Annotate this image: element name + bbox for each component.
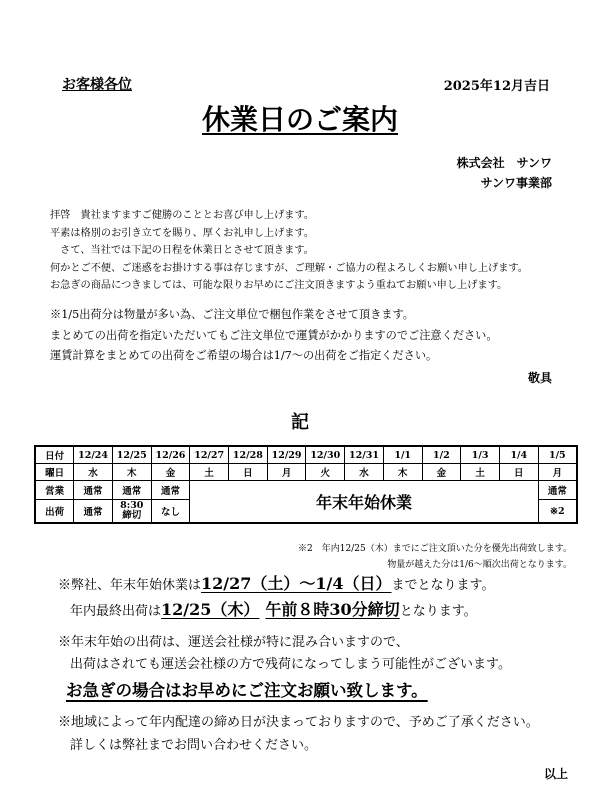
salutation: お客様各位	[62, 77, 132, 93]
day-cell: 金	[422, 464, 461, 481]
company-block	[457, 153, 552, 193]
dates-row	[35, 446, 577, 464]
day-cell: 木	[112, 464, 151, 481]
shipping-cell: なし	[151, 500, 190, 524]
holiday-period: 12/27（土）～1/4（日）	[201, 574, 392, 593]
note-line: 運賃計算をまとめての出荷をご希望の場合は1/7～の出荷をご指定ください。	[50, 349, 438, 362]
date-cell: 12/24	[74, 446, 113, 464]
ki-heading: 記	[291, 412, 309, 433]
carrier-note-line: 出荷はされても運送会社様の方で残荷になってしまう可能性がございます。	[70, 657, 511, 672]
row-label-date: 日付	[35, 446, 74, 464]
day-cell: 木	[383, 464, 422, 481]
body-line: お急ぎの商品につきましては、可能な限りお早めにご注文頂きますよう重ねてお願い申し上げます。	[50, 280, 508, 291]
row-label-shipping: 出荷	[35, 500, 74, 524]
company-department: サンワ事業部	[480, 176, 552, 190]
note-line: ※1/5出荷分は物量が多い為、ご注文単位で梱包作業をさせて頂きます。	[50, 308, 414, 321]
row-label-business: 営業	[35, 481, 74, 500]
date-cell: 1/5	[538, 446, 577, 464]
shipping-notes	[50, 305, 498, 367]
shipping-cell: ※2	[538, 500, 577, 524]
text: ※弊社、年末年始休業は	[58, 578, 202, 593]
last-shipping-date: 12/25（木）	[161, 600, 260, 619]
day-cell: 火	[306, 464, 345, 481]
day-cell: 土	[190, 464, 229, 481]
body-line: 拝啓 貴社ますますご健勝のこととお喜び申し上げます。	[50, 210, 315, 221]
schedule-table	[34, 445, 578, 524]
shipping-cell: 通常	[74, 500, 113, 524]
region-note-line: 詳しくは弊社までお問い合わせください。	[70, 738, 318, 753]
text: 年内最終出荷は	[70, 604, 162, 619]
note-line: まとめての出荷を指定いただいてもご注文単位で運賃がかかりますのでご注意ください。	[50, 328, 498, 342]
business-row	[35, 481, 577, 500]
text: となります。	[399, 604, 477, 619]
date-cell: 12/26	[151, 446, 190, 464]
end-word: 以上	[543, 767, 568, 781]
date-cell: 12/27	[190, 446, 229, 464]
date-cell: 12/29	[267, 446, 306, 464]
day-cell: 月	[267, 464, 306, 481]
holiday-period-line	[58, 571, 494, 594]
date-cell: 12/28	[229, 446, 268, 464]
body-line: 何かとご不便、ご迷惑をお掛けする事は存じますが、ご理解・ご協力の程よろしくお願い申し上げます。	[50, 262, 528, 274]
day-cell: 金	[151, 464, 190, 481]
business-cell: 通常	[151, 481, 190, 500]
body-line: 平素は格別のお引き立てを賜り、厚くお礼申し上げます。	[50, 227, 315, 239]
day-cell: 水	[345, 464, 384, 481]
date-cell: 1/3	[461, 446, 500, 464]
shipping-deadline: 午前８時30分締切	[265, 600, 400, 619]
title-text: 休業日のご案内	[201, 103, 398, 136]
last-shipping-line	[70, 597, 477, 620]
shipping-cell: 8:30 締切	[112, 500, 151, 524]
page-title	[0, 98, 600, 138]
date-cell: 1/4	[499, 446, 538, 464]
footnote: ※2 年内12/25（木）までにご注文頂いた分を優先出荷致します。	[298, 544, 572, 554]
day-cell: 日	[229, 464, 268, 481]
day-cell: 日	[499, 464, 538, 481]
issue-date: 2025年12月吉日	[443, 79, 550, 94]
date-cell: 12/31	[345, 446, 384, 464]
text: までとなります。	[391, 578, 495, 593]
day-cell: 月	[538, 464, 577, 481]
day-cell: 土	[461, 464, 500, 481]
business-cell: 通常	[74, 481, 113, 500]
row-label-day: 曜日	[35, 464, 74, 481]
closing-word: 敬具	[527, 371, 552, 385]
footnote: 物量が越えた分は1/6～順次出荷となります。	[387, 560, 572, 570]
business-cell: 通常	[112, 481, 151, 500]
urgent-notice: お急ぎの場合はお早めにご注文お願い致します。	[66, 681, 428, 700]
holiday-span: 年末年始休業	[190, 481, 538, 524]
company-name: 株式会社 サンワ	[456, 156, 552, 170]
date-cell: 12/25	[112, 446, 151, 464]
date-cell: 1/2	[422, 446, 461, 464]
business-cell: 通常	[538, 481, 577, 500]
region-note-line: ※地域によって年内配達の締め日が決まっておりますので、予めご了承ください。	[58, 715, 539, 730]
days-row	[35, 464, 577, 481]
day-cell: 水	[74, 464, 113, 481]
carrier-note-line: ※年末年始の出荷は、運送会社様が特に混み合いますので、	[58, 635, 409, 650]
date-cell: 12/30	[306, 446, 345, 464]
body-line: さて、当社では下記の日程を休業日とさせて頂きます。	[50, 245, 314, 256]
letter-body	[50, 207, 528, 295]
date-cell: 1/1	[383, 446, 422, 464]
